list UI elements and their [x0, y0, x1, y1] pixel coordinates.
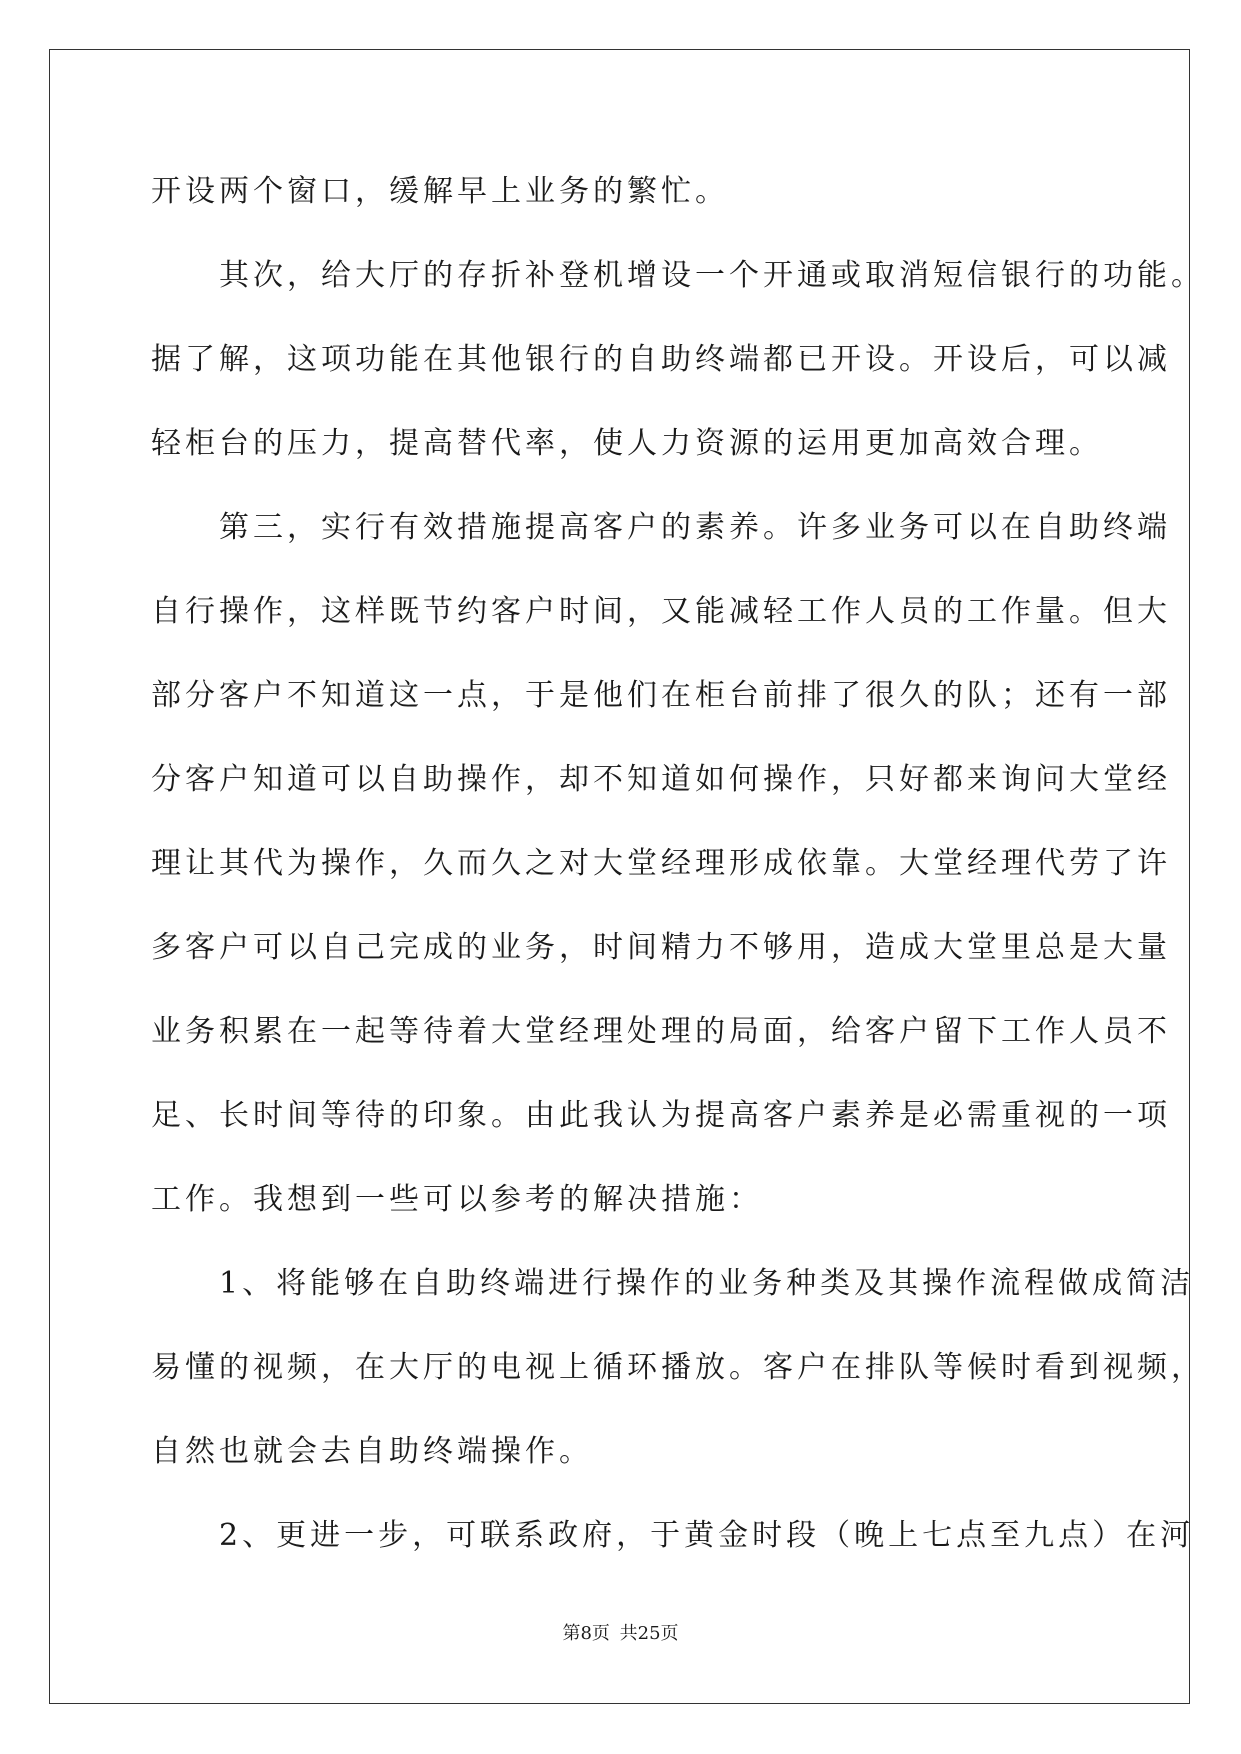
page-number: 第8页: [562, 1623, 610, 1644]
text-line: 2、更进一步，可联系政府，于黄金时段（晚上七点至九点）在河: [151, 1518, 1195, 1553]
total-pages: 共25页: [619, 1623, 679, 1644]
text-line: 易懂的视频，在大厅的电视上循环播放。客户在排队等候时看到视频，: [151, 1350, 1205, 1385]
text-line: 理让其代为操作，久而久之对大堂经理形成依靠。大堂经理代劳了许: [151, 846, 1171, 881]
text-line: 其次，给大厅的存折补登机增设一个开通或取消短信银行的功能。: [151, 258, 1205, 293]
page-footer: [0, 1619, 1241, 1645]
text-line: 自然也就会去自助终端操作。: [151, 1434, 593, 1469]
text-line: 开设两个窗口，缓解早上业务的繁忙。: [151, 174, 729, 209]
text-line: 自行操作，这样既节约客户时间，又能减轻工作人员的工作量。但大: [151, 594, 1171, 629]
text-line: 部分客户不知道这一点，于是他们在柜台前排了很久的队；还有一部: [151, 678, 1171, 713]
text-line: 据了解，这项功能在其他银行的自助终端都已开设。开设后，可以减: [151, 342, 1171, 377]
text-line: 第三，实行有效措施提高客户的素养。许多业务可以在自助终端: [151, 510, 1171, 545]
text-line: 多客户可以自己完成的业务，时间精力不够用，造成大堂里总是大量: [151, 930, 1171, 965]
text-line: 工作。我想到一些可以参考的解决措施：: [151, 1182, 763, 1217]
text-line: 轻柜台的压力，提高替代率，使人力资源的运用更加高效合理。: [151, 426, 1103, 461]
text-line: 1、将能够在自助终端进行操作的业务种类及其操作流程做成简洁: [151, 1266, 1195, 1301]
text-line: 业务积累在一起等待着大堂经理处理的局面，给客户留下工作人员不: [151, 1014, 1171, 1049]
text-line: 分客户知道可以自助操作，却不知道如何操作，只好都来询问大堂经: [151, 762, 1171, 797]
document-body: [151, 162, 1205, 1590]
text-line: 足、长时间等待的印象。由此我认为提高客户素养是必需重视的一项: [151, 1098, 1171, 1133]
